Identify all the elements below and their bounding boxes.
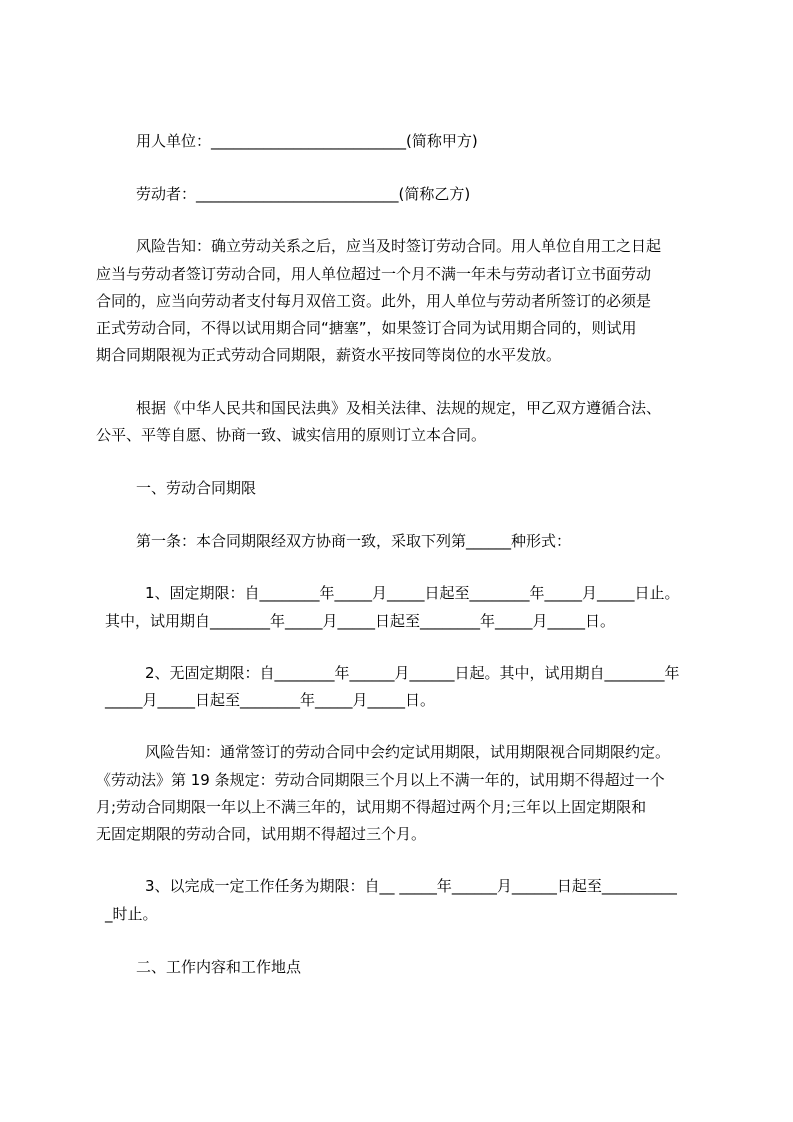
risk-notice-2-line: 月;劳动合同期限一年以上不满三年的，试用期不得超过两个月;三年以上固定期限和 xyxy=(96,798,647,816)
option-3-line: 3、以完成一定工作任务为期限：自__ _____年______月______日起至__________ xyxy=(145,877,677,895)
risk-notice-1-line: 应当与劳动者签订劳动合同，用人单位超过一个月不满一年未与劳动者订立书面劳动 xyxy=(96,265,652,283)
risk-notice-2-line: 无固定期限的劳动合同，试用期不得超过三个月。 xyxy=(96,825,427,843)
legal-basis-line: 根据《中华人民共和国民法典》及相关法律、法规的规定，甲乙双方遵循合法、 xyxy=(136,399,662,417)
option-1-line: 其中，试用期自________年_____月_____日起至________年_____月_____日。 xyxy=(105,612,616,630)
risk-notice-2-line: 《劳动法》第 19 条规定：劳动合同期限三个月以上不满一年的，试用期不得超过一个 xyxy=(96,771,665,789)
option-2-line: 2、无固定期限：自________年______月______日起。其中，试用期自________年 xyxy=(145,664,680,682)
option-1-line: 1、固定期限：自________年_____月_____日起至________年_____月_____日止。 xyxy=(145,584,680,602)
option-2-line: _____月_____日起至________年_____月_____日。 xyxy=(105,691,436,709)
article-1: 第一条：本合同期限经双方协商一致，采取下列第______种形式： xyxy=(136,532,572,550)
risk-notice-1-line: 合同的，应当向劳动者支付每月双倍工资。此外，用人单位与劳动者所签订的必须是 xyxy=(96,292,652,310)
option-3-line: _时止。 xyxy=(105,905,158,923)
legal-basis-line: 公平、平等自愿、协商一致、诚实信用的原则订立本合同。 xyxy=(96,426,487,444)
risk-notice-1-line: 风险告知：确立劳动关系之后，应当及时签订劳动合同。用人单位自用工之日起 xyxy=(136,237,662,255)
worker-line: 劳动者：___________________________(简称乙方) xyxy=(136,185,471,203)
employer-line: 用人单位：__________________________(简称甲方) xyxy=(136,132,478,150)
risk-notice-2-line: 风险告知：通常签订的劳动合同中会约定试用期限，试用期限视合同期限约定。 xyxy=(145,743,671,761)
risk-notice-1-line: 正式劳动合同，不得以试用期合同“搪塞”，如果签订合同为试用期合同的，则试用 xyxy=(96,319,637,337)
section-1-title: 一、劳动合同期限 xyxy=(136,479,257,497)
section-2-title: 二、工作内容和工作地点 xyxy=(136,958,302,976)
risk-notice-1-line: 期合同期限视为正式劳动合同期限，薪资水平按同等岗位的水平发放。 xyxy=(96,346,562,364)
